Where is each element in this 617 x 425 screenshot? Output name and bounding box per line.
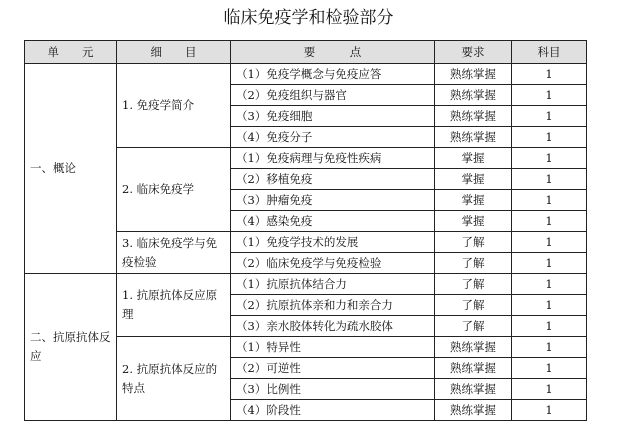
requirement-cell: 熟练掌握 <box>435 400 512 421</box>
requirement-cell: 熟练掌握 <box>435 379 512 400</box>
subject-cell: 1 <box>512 337 587 358</box>
point-cell: （1）免疫病理与免疫性疾病 <box>231 148 435 169</box>
detail-cell: 1. 免疫学简介 <box>117 64 231 148</box>
subject-cell: 1 <box>512 148 587 169</box>
subject-cell: 1 <box>512 64 587 85</box>
point-cell: （2）临床免疫学与免疫检验 <box>231 253 435 274</box>
subject-cell: 1 <box>512 316 587 337</box>
header-detail: 细 目 <box>117 41 231 64</box>
requirement-cell: 熟练掌握 <box>435 106 512 127</box>
syllabus-table <box>24 40 587 421</box>
point-cell: （2）移植免疫 <box>231 169 435 190</box>
table-body <box>25 64 587 421</box>
subject-cell: 1 <box>512 274 587 295</box>
requirement-cell: 熟练掌握 <box>435 358 512 379</box>
requirement-cell: 了解 <box>435 232 512 253</box>
header-unit: 单 元 <box>25 41 117 64</box>
point-cell: （3）肿瘤免疫 <box>231 190 435 211</box>
subject-cell: 1 <box>512 295 587 316</box>
subject-cell: 1 <box>512 211 587 232</box>
header-subject: 科目 <box>512 41 587 64</box>
subject-cell: 1 <box>512 85 587 106</box>
requirement-cell: 了解 <box>435 274 512 295</box>
page-title: 临床免疫学和检验部分 <box>223 8 394 28</box>
detail-cell: 2. 临床免疫学 <box>117 148 231 232</box>
subject-cell: 1 <box>512 253 587 274</box>
point-cell: （4）阶段性 <box>231 400 435 421</box>
requirement-cell: 熟练掌握 <box>435 85 512 106</box>
detail-cell: 2. 抗原抗体反应的特点 <box>117 337 231 421</box>
requirement-cell: 掌握 <box>435 148 512 169</box>
subject-cell: 1 <box>512 106 587 127</box>
subject-cell: 1 <box>512 169 587 190</box>
header-points: 要 点 <box>231 41 435 64</box>
point-cell: （3）亲水胶体转化为疏水胶体 <box>231 316 435 337</box>
requirement-cell: 掌握 <box>435 169 512 190</box>
requirement-cell: 了解 <box>435 295 512 316</box>
point-cell: （4）免疫分子 <box>231 127 435 148</box>
requirement-cell: 了解 <box>435 316 512 337</box>
unit-cell: 一、概论 <box>25 64 117 274</box>
point-cell: （4）感染免疫 <box>231 211 435 232</box>
table-header-row <box>25 41 587 64</box>
detail-cell: 3. 临床免疫学与免疫检验 <box>117 232 231 274</box>
point-cell: （3）免疫细胞 <box>231 106 435 127</box>
subject-cell: 1 <box>512 190 587 211</box>
point-cell: （3）比例性 <box>231 379 435 400</box>
point-cell: （2）免疫组织与器官 <box>231 85 435 106</box>
requirement-cell: 熟练掌握 <box>435 127 512 148</box>
point-cell: （1）抗原抗体结合力 <box>231 274 435 295</box>
subject-cell: 1 <box>512 358 587 379</box>
header-requirement: 要求 <box>435 41 512 64</box>
requirement-cell: 熟练掌握 <box>435 64 512 85</box>
subject-cell: 1 <box>512 127 587 148</box>
detail-cell: 1. 抗原抗体反应原理 <box>117 274 231 337</box>
requirement-cell: 掌握 <box>435 211 512 232</box>
subject-cell: 1 <box>512 400 587 421</box>
subject-cell: 1 <box>512 232 587 253</box>
point-cell: （1）免疫学技术的发展 <box>231 232 435 253</box>
requirement-cell: 了解 <box>435 253 512 274</box>
unit-cell: 二、抗原抗体反应 <box>25 274 117 421</box>
table-row <box>25 274 587 295</box>
point-cell: （1）免疫学概念与免疫应答 <box>231 64 435 85</box>
point-cell: （2）可逆性 <box>231 358 435 379</box>
point-cell: （1）特异性 <box>231 337 435 358</box>
point-cell: （2）抗原抗体亲和力和亲合力 <box>231 295 435 316</box>
requirement-cell: 掌握 <box>435 190 512 211</box>
requirement-cell: 熟练掌握 <box>435 337 512 358</box>
subject-cell: 1 <box>512 379 587 400</box>
table-row <box>25 64 587 85</box>
